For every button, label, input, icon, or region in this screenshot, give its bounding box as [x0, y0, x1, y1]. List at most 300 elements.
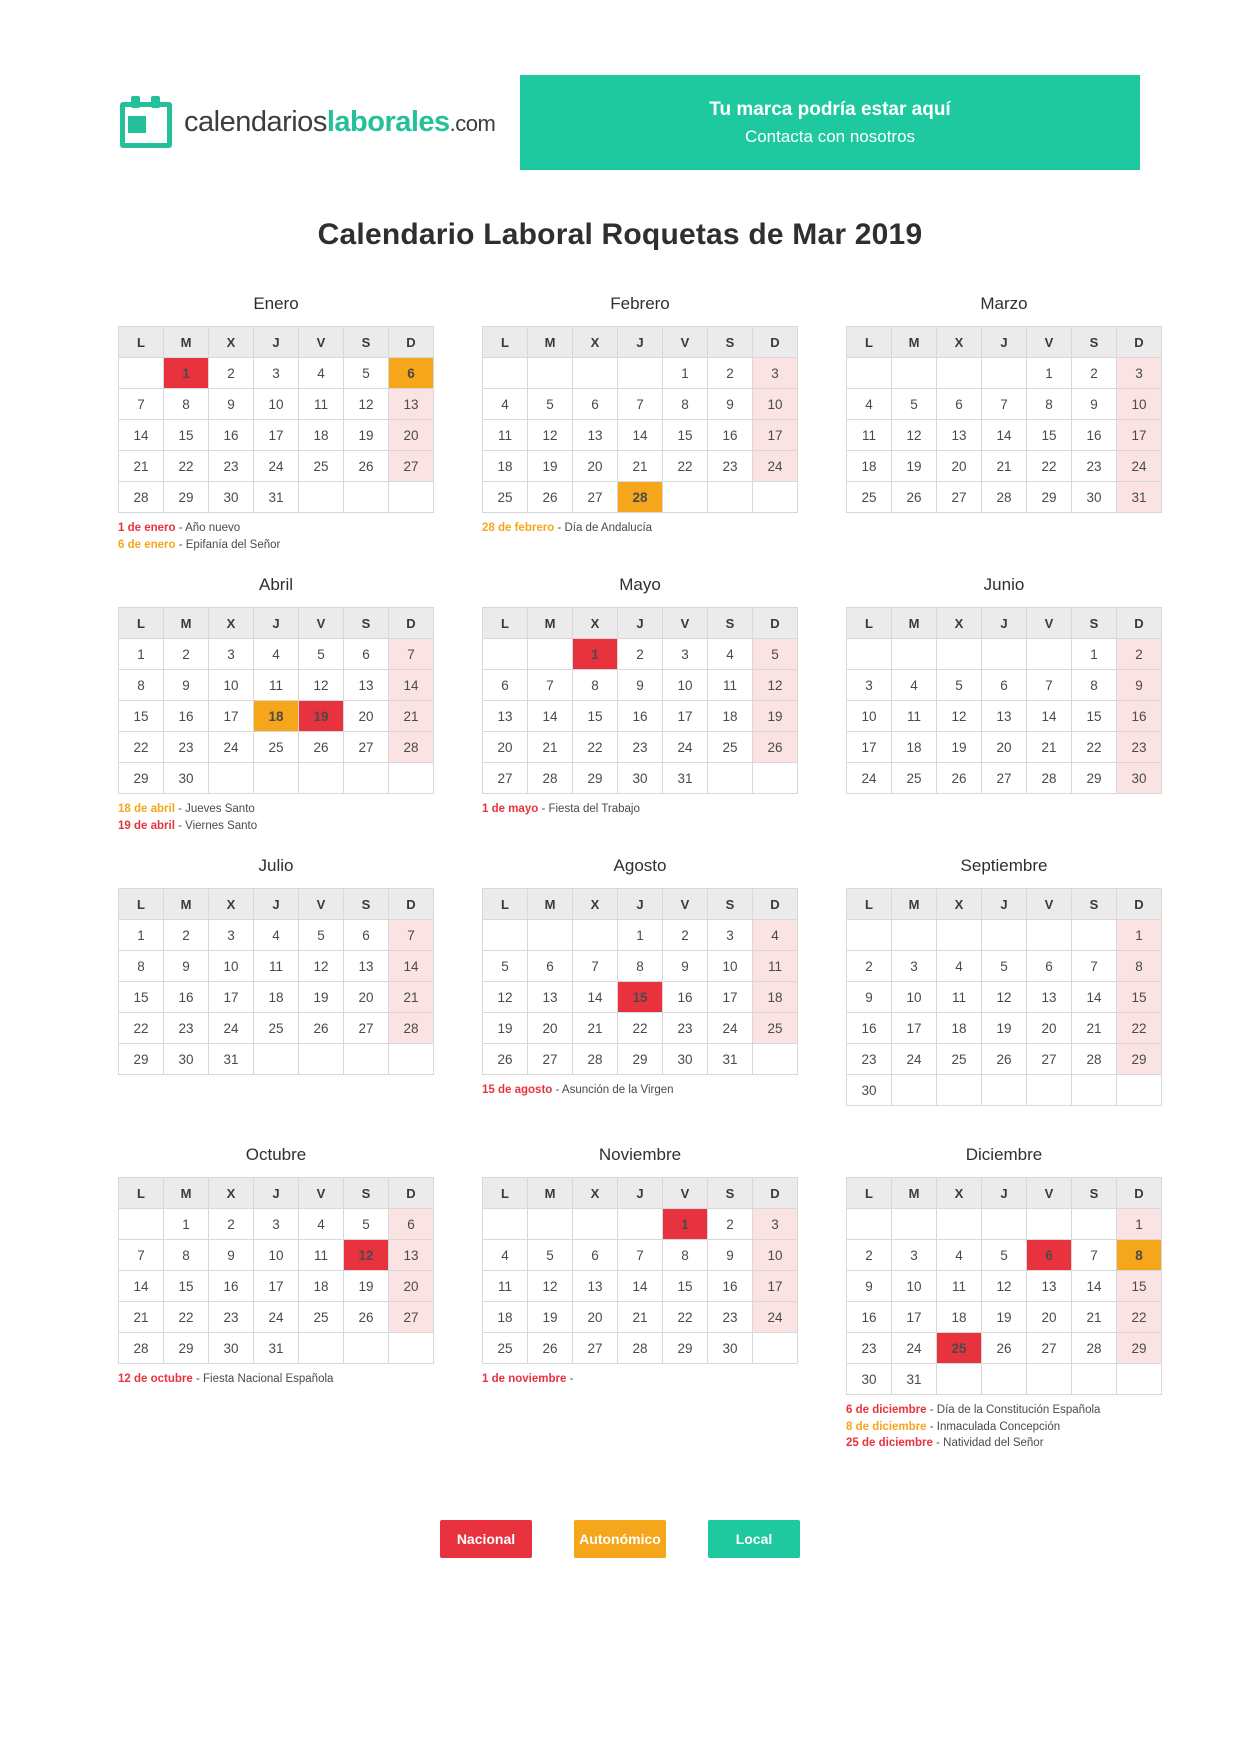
weekday-header: X: [937, 889, 982, 920]
day-cell: 7: [1027, 670, 1072, 701]
day-cell: 19: [528, 451, 573, 482]
holiday-note-text: - Día de la Constitución Española: [926, 1404, 1101, 1416]
day-cell: 21: [573, 1013, 618, 1044]
weekday-header: S: [344, 327, 389, 358]
day-cell: 14: [573, 982, 618, 1013]
month-notes: [118, 1371, 434, 1388]
legend: [0, 1520, 1240, 1558]
week-row: [483, 1240, 798, 1271]
month-notes: [846, 1113, 1162, 1123]
day-cell: 10: [209, 670, 254, 701]
day-cell-empty: [483, 920, 528, 951]
weekday-header: L: [847, 327, 892, 358]
day-cell-empty: [1072, 1209, 1117, 1240]
day-cell: 2: [618, 639, 663, 670]
day-cell: 15: [119, 982, 164, 1013]
day-cell: 12: [753, 670, 798, 701]
weekday-header: D: [1117, 1178, 1162, 1209]
month-notes: [482, 520, 798, 537]
day-cell: 10: [209, 951, 254, 982]
day-cell-holiday: 19: [299, 701, 344, 732]
day-cell-empty: [1072, 920, 1117, 951]
day-cell: 8: [1027, 389, 1072, 420]
day-cell: 7: [618, 389, 663, 420]
day-cell: 19: [299, 982, 344, 1013]
week-row: [847, 482, 1162, 513]
day-cell: 11: [254, 670, 299, 701]
day-cell: 26: [982, 1333, 1027, 1364]
day-cell-empty: [573, 1209, 618, 1240]
week-row: [119, 982, 434, 1013]
day-cell: 4: [483, 389, 528, 420]
day-cell: 24: [1117, 451, 1162, 482]
day-cell-holiday: 12: [344, 1240, 389, 1271]
week-row: [847, 732, 1162, 763]
day-cell: 17: [254, 1271, 299, 1302]
weekday-header: L: [483, 1178, 528, 1209]
day-cell: 14: [119, 1271, 164, 1302]
weekday-header-row: [847, 327, 1162, 358]
day-cell: 25: [254, 1013, 299, 1044]
day-cell-empty: [119, 1209, 164, 1240]
day-cell: 27: [573, 482, 618, 513]
day-cell: 22: [573, 732, 618, 763]
month-spacer: [846, 1123, 1162, 1145]
day-cell-empty: [937, 639, 982, 670]
holiday-note-text: - Epifanía del Señor: [175, 538, 281, 551]
week-row: [483, 763, 798, 794]
day-cell-empty: [847, 1209, 892, 1240]
day-cell: 6: [573, 1240, 618, 1271]
month-block: [118, 294, 434, 575]
day-cell: 22: [1117, 1302, 1162, 1333]
month-name: Diciembre: [965, 1145, 1043, 1164]
holiday-note-text: - Jueves Santo: [174, 803, 255, 815]
week-row: [847, 982, 1162, 1013]
day-cell: 28: [982, 482, 1027, 513]
day-cell: 6: [344, 920, 389, 951]
day-cell: 24: [254, 451, 299, 482]
weekday-header: V: [1027, 1178, 1072, 1209]
day-cell: 8: [618, 951, 663, 982]
day-cell: 1: [1072, 639, 1117, 670]
day-cell: 3: [663, 639, 708, 670]
day-cell-holiday: 18: [254, 701, 299, 732]
day-cell-empty: [847, 639, 892, 670]
day-cell: 30: [618, 763, 663, 794]
weekday-header: S: [708, 608, 753, 639]
month-block: [482, 1145, 798, 1474]
day-cell: 28: [1072, 1333, 1117, 1364]
weekday-header: M: [528, 608, 573, 639]
day-cell: 20: [389, 1271, 434, 1302]
day-cell: 21: [389, 701, 434, 732]
day-cell: 11: [847, 420, 892, 451]
weekday-header: X: [209, 1178, 254, 1209]
month-spacer: [118, 553, 434, 575]
day-cell: 27: [389, 1302, 434, 1333]
day-cell: 23: [209, 1302, 254, 1333]
weekday-header: M: [892, 889, 937, 920]
week-row: [483, 732, 798, 763]
day-cell: 18: [847, 451, 892, 482]
day-cell: 9: [209, 1240, 254, 1271]
weekday-header-row: [483, 889, 798, 920]
day-cell-empty: [573, 920, 618, 951]
holiday-note-text: - Viernes Santo: [174, 819, 258, 832]
weekday-header: V: [1027, 327, 1072, 358]
day-cell: 6: [344, 639, 389, 670]
day-cell: 8: [119, 951, 164, 982]
month-name: Julio: [258, 856, 294, 875]
day-cell: 17: [663, 701, 708, 732]
day-cell: 27: [1027, 1333, 1072, 1364]
weekday-header: L: [847, 1178, 892, 1209]
day-cell: 21: [119, 451, 164, 482]
weekday-header: X: [573, 1178, 618, 1209]
day-cell: 9: [847, 982, 892, 1013]
day-cell-empty: [753, 1044, 798, 1075]
day-cell: 19: [483, 1013, 528, 1044]
weekday-header-row: [483, 327, 798, 358]
week-row: [119, 1209, 434, 1240]
day-cell: 7: [528, 670, 573, 701]
day-cell: 18: [299, 1271, 344, 1302]
day-cell: 15: [663, 420, 708, 451]
day-cell: 30: [663, 1044, 708, 1075]
day-cell: 19: [892, 451, 937, 482]
week-row: [119, 639, 434, 670]
day-cell: 10: [708, 951, 753, 982]
day-cell: 10: [753, 1240, 798, 1271]
day-cell: 11: [937, 982, 982, 1013]
weekday-header-row: [119, 1178, 434, 1209]
week-row: [847, 670, 1162, 701]
month-spacer: [846, 1452, 1162, 1474]
day-cell: 9: [209, 389, 254, 420]
day-cell: 12: [299, 670, 344, 701]
day-cell: 21: [1027, 732, 1072, 763]
day-cell: 18: [483, 1302, 528, 1333]
holiday-note-date: 1 de noviembre: [482, 1373, 567, 1385]
day-cell: 20: [528, 1013, 573, 1044]
day-cell: 7: [119, 1240, 164, 1271]
weekday-header: X: [209, 327, 254, 358]
day-cell: 14: [1072, 1271, 1117, 1302]
day-cell: 8: [119, 670, 164, 701]
weekday-header-row: [483, 1178, 798, 1209]
day-cell: 28: [1072, 1044, 1117, 1075]
day-cell-empty: [937, 920, 982, 951]
day-cell: 12: [344, 389, 389, 420]
day-cell-empty: [299, 763, 344, 794]
weekday-header: M: [892, 608, 937, 639]
weekday-header: D: [753, 889, 798, 920]
day-cell: 1: [119, 639, 164, 670]
day-cell: 14: [1072, 982, 1117, 1013]
day-cell: 11: [753, 951, 798, 982]
day-cell: 29: [119, 1044, 164, 1075]
day-cell: 4: [847, 389, 892, 420]
holiday-note: [482, 801, 798, 818]
day-cell: 5: [344, 1209, 389, 1240]
day-cell: 21: [528, 732, 573, 763]
week-row: [119, 951, 434, 982]
day-cell: 1: [663, 358, 708, 389]
day-cell: 6: [389, 1209, 434, 1240]
week-row: [847, 920, 1162, 951]
weekday-header: J: [982, 889, 1027, 920]
legend-item-autonomico: Autonómico: [574, 1520, 666, 1558]
day-cell: 3: [209, 639, 254, 670]
day-cell: 19: [937, 732, 982, 763]
day-cell: 14: [389, 670, 434, 701]
week-row: [483, 920, 798, 951]
logo-text-part2: laborales: [326, 106, 450, 138]
weekday-header-row: [119, 327, 434, 358]
week-row: [483, 389, 798, 420]
day-cell: 4: [254, 920, 299, 951]
day-cell: 26: [299, 732, 344, 763]
site-logo[interactable]: [120, 75, 520, 170]
day-cell-empty: [389, 763, 434, 794]
holiday-note-date: 1 de enero: [118, 522, 176, 534]
week-row: [119, 1271, 434, 1302]
day-cell: 13: [483, 701, 528, 732]
day-cell: 21: [1072, 1302, 1117, 1333]
weekday-header: J: [982, 327, 1027, 358]
day-cell-empty: [1117, 1075, 1162, 1106]
weekday-header: J: [618, 608, 663, 639]
weekday-header: L: [847, 608, 892, 639]
weekday-header: X: [209, 889, 254, 920]
day-cell: 13: [982, 701, 1027, 732]
day-cell: 9: [708, 389, 753, 420]
day-cell: 17: [753, 420, 798, 451]
day-cell-holiday: 15: [618, 982, 663, 1013]
day-cell: 24: [847, 763, 892, 794]
day-cell-empty: [847, 358, 892, 389]
day-cell: 6: [937, 389, 982, 420]
day-cell: 15: [1117, 982, 1162, 1013]
day-cell-empty: [344, 1333, 389, 1364]
month-spacer: [482, 818, 798, 840]
weekday-header: S: [1072, 608, 1117, 639]
month-table: [118, 607, 434, 794]
day-cell: 26: [937, 763, 982, 794]
day-cell: 1: [119, 920, 164, 951]
week-row: [847, 358, 1162, 389]
weekday-header-row: [483, 608, 798, 639]
day-cell-empty: [892, 1075, 937, 1106]
day-cell: 29: [618, 1044, 663, 1075]
day-cell: 21: [618, 1302, 663, 1333]
month-table: [118, 1177, 434, 1364]
day-cell: 13: [573, 1271, 618, 1302]
day-cell: 14: [389, 951, 434, 982]
day-cell: 16: [209, 420, 254, 451]
day-cell: 3: [753, 358, 798, 389]
day-cell-empty: [982, 639, 1027, 670]
months-grid: [118, 294, 1147, 1474]
day-cell: 27: [937, 482, 982, 513]
day-cell: 12: [892, 420, 937, 451]
day-cell: 24: [209, 732, 254, 763]
holiday-note-date: 25 de diciembre: [846, 1437, 933, 1449]
day-cell: 18: [937, 1302, 982, 1333]
day-cell-empty: [528, 1209, 573, 1240]
day-cell: 21: [618, 451, 663, 482]
day-cell: 23: [847, 1333, 892, 1364]
day-cell: 16: [663, 982, 708, 1013]
legend-item-nacional: Nacional: [440, 1520, 532, 1558]
day-cell: 11: [483, 420, 528, 451]
month-block: [846, 856, 1162, 1145]
day-cell: 15: [573, 701, 618, 732]
weekday-header: J: [254, 1178, 299, 1209]
weekday-header: M: [892, 1178, 937, 1209]
weekday-header: S: [708, 327, 753, 358]
weekday-header: S: [344, 889, 389, 920]
day-cell: 28: [1027, 763, 1072, 794]
weekday-header: D: [1117, 327, 1162, 358]
weekday-header: L: [119, 889, 164, 920]
weekday-header: X: [937, 608, 982, 639]
day-cell: 16: [708, 420, 753, 451]
month-notes: [118, 520, 434, 553]
day-cell: 4: [254, 639, 299, 670]
day-cell-empty: [1072, 1075, 1117, 1106]
day-cell: 28: [389, 732, 434, 763]
week-row: [483, 1333, 798, 1364]
day-cell: 1: [164, 1209, 209, 1240]
weekday-header: M: [528, 889, 573, 920]
day-cell: 10: [847, 701, 892, 732]
week-row: [119, 482, 434, 513]
day-cell: 29: [164, 482, 209, 513]
day-cell: 31: [254, 482, 299, 513]
day-cell-empty: [982, 358, 1027, 389]
day-cell: 13: [937, 420, 982, 451]
weekday-header: D: [389, 327, 434, 358]
day-cell: 11: [937, 1271, 982, 1302]
day-cell: 12: [982, 982, 1027, 1013]
day-cell: 22: [1117, 1013, 1162, 1044]
weekday-header: V: [299, 608, 344, 639]
week-row: [847, 1364, 1162, 1395]
weekday-header: S: [708, 1178, 753, 1209]
day-cell: 13: [389, 1240, 434, 1271]
week-row: [119, 920, 434, 951]
month-table: [482, 888, 798, 1075]
holiday-note-date: 28 de febrero: [482, 522, 555, 534]
day-cell: 21: [389, 982, 434, 1013]
month-notes: [118, 801, 434, 834]
weekday-header: X: [209, 608, 254, 639]
holiday-note-text: - Inmaculada Concepción: [926, 1420, 1061, 1433]
holiday-note-text: - Fiesta del Trabajo: [538, 803, 640, 815]
day-cell: 27: [344, 732, 389, 763]
day-cell-empty: [892, 358, 937, 389]
weekday-header: L: [483, 608, 528, 639]
month-block: [846, 294, 1162, 575]
day-cell: 2: [847, 1240, 892, 1271]
day-cell-empty: [119, 358, 164, 389]
day-cell: 5: [299, 639, 344, 670]
day-cell: 10: [892, 1271, 937, 1302]
holiday-note: [118, 818, 434, 835]
day-cell-empty: [528, 639, 573, 670]
weekday-header: D: [389, 889, 434, 920]
day-cell: 20: [982, 732, 1027, 763]
day-cell: 16: [1072, 420, 1117, 451]
day-cell-empty: [1027, 639, 1072, 670]
week-row: [119, 763, 434, 794]
day-cell: 19: [753, 701, 798, 732]
day-cell-empty: [937, 1075, 982, 1106]
weekday-header: X: [573, 889, 618, 920]
day-cell: 14: [119, 420, 164, 451]
day-cell: 20: [389, 420, 434, 451]
day-cell: 26: [982, 1044, 1027, 1075]
legend-item-local: Local: [708, 1520, 800, 1558]
day-cell: 7: [618, 1240, 663, 1271]
month-name: Agosto: [613, 856, 667, 875]
day-cell-empty: [344, 482, 389, 513]
day-cell: 31: [209, 1044, 254, 1075]
day-cell: 24: [254, 1302, 299, 1333]
week-row: [847, 639, 1162, 670]
weekday-header: L: [483, 889, 528, 920]
day-cell: 11: [299, 389, 344, 420]
holiday-note: [118, 1371, 434, 1388]
day-cell: 20: [483, 732, 528, 763]
day-cell: 7: [1072, 951, 1117, 982]
month-table: [846, 1177, 1162, 1395]
day-cell: 11: [892, 701, 937, 732]
day-cell: 23: [847, 1044, 892, 1075]
week-row: [119, 732, 434, 763]
month-name: Mayo: [619, 575, 661, 594]
week-row: [483, 482, 798, 513]
day-cell: 28: [573, 1044, 618, 1075]
day-cell: 27: [389, 451, 434, 482]
week-row: [119, 358, 434, 389]
weekday-header: J: [254, 608, 299, 639]
day-cell: 1: [1027, 358, 1072, 389]
ad-banner[interactable]: [520, 75, 1140, 170]
day-cell: 25: [254, 732, 299, 763]
day-cell-empty: [254, 763, 299, 794]
weekday-header: D: [753, 1178, 798, 1209]
weekday-header: M: [164, 608, 209, 639]
weekday-header: M: [164, 889, 209, 920]
day-cell-holiday: 6: [389, 358, 434, 389]
week-row: [483, 951, 798, 982]
day-cell: 3: [892, 951, 937, 982]
week-row: [847, 1271, 1162, 1302]
holiday-note: [482, 1082, 798, 1099]
day-cell-empty: [708, 763, 753, 794]
day-cell: 14: [618, 1271, 663, 1302]
day-cell-empty: [528, 358, 573, 389]
day-cell: 2: [209, 358, 254, 389]
day-cell-empty: [618, 358, 663, 389]
day-cell: 4: [708, 639, 753, 670]
holiday-note-date: 1 de mayo: [482, 803, 539, 815]
day-cell: 22: [1027, 451, 1072, 482]
weekday-header: J: [982, 1178, 1027, 1209]
